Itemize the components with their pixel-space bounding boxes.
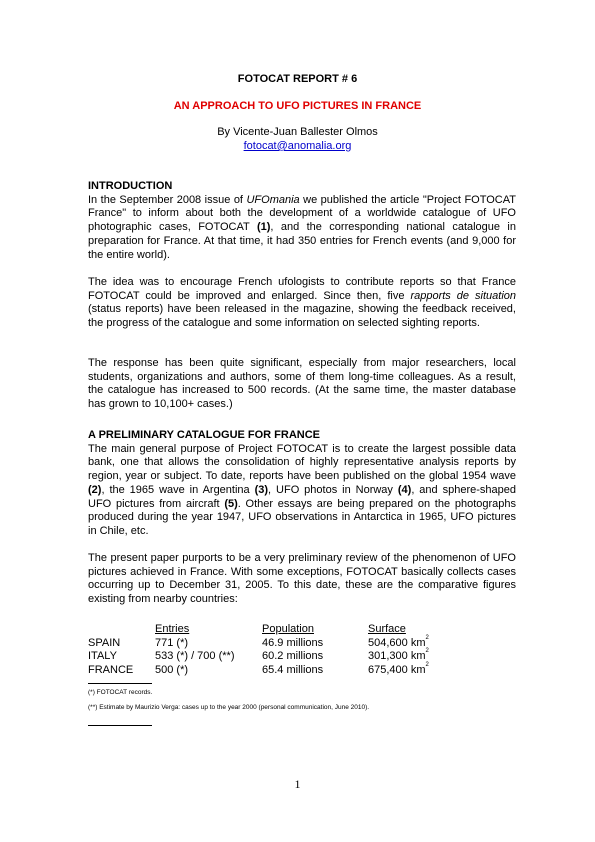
intro-section [88,180,516,262]
author-line: By Vicente-Juan Ballester Olmos [217,126,378,138]
footnote-2: (**) Estimate by Maurizio Verga: cases up to the year 2000 (personal communication, June 2010). [88,704,370,711]
prelim-paragraph-2: The present paper purports to be a very preliminary review of the phenomenon of UFO pictures achieved in France. With some exceptions, FOTOCAT basically collects cases occurring up to December 31, 2005. To this date, these are the comparative figures existing from nearby countries: [88,552,516,606]
report-subtitle: AN APPROACH TO UFO PICTURES IN FRANCE [173,100,422,112]
row-entries: 500 (*) [155,664,189,677]
row-country: FRANCE [88,664,134,677]
row-surface: 504,600 $km^2$ [368,634,429,649]
intro-paragraph-3: The response has been quite significant, especially from major researchers, local students, organizations and authors, some of them long-time colleagues. As a result, the catalogue has increased to 500 records. (At the same time, the master database has grown to 10,100+ cases.) [88,357,516,411]
report-title: FOTOCAT REPORT # 6 [237,73,358,85]
intro-heading: INTRODUCTION [88,180,173,192]
table-header-row [88,623,518,637]
intro-paragraph-1: In the September 2008 issue of UFOmania we published the article "Project FOTOCAT France" to inform about both the development of a worldwide catalogue of UFO photographic cases, FOTOCAT (1), and the corresponding national catalogue in preparation for France. At that time, it had 350 entries for French events (and 9,000 for the entire world). [88,193,516,261]
prelim-paragraph-1: The main general purpose of Project FOTOCAT is to create the largest possible data bank, one that allows the consolidation of highly representative analysis reports by region, year or subject. To date, reports have been published on the global 1954 wave (2), the 1965 wave in Argentina (3), UFO photos in Norway (4), and sphere-shaped UFO pictures from aircraft (5). Other essays are being prepared on the photographs produced during the year 1947, UFO observations in Antarctica in 1965, UFO pictures in Chile, etc. [88,442,516,537]
prelim-heading: A PRELIMINARY CATALOGUE FOR FRANCE [88,429,321,441]
row-population: 65.4 millions [262,664,324,677]
row-entries: 771 (*) [155,636,189,649]
intro-paragraph-2: The idea was to encourage French ufologists to contribute reports so that France FOTOCAT could be improved and enlarged. Since then, five rapports de situation (status reports) have been released in the magazine, showing the feedback received, the progress of the catalogue and some information on selected sighting reports. [88,276,517,330]
table-row [88,664,518,678]
footnote-divider [88,725,152,726]
row-surface: 301,300 $km^2$ [368,648,429,663]
row-country: SPAIN [88,636,121,649]
header-population: Population [262,623,314,635]
row-surface: 675,400 $km^2$ [368,662,429,677]
comparison-table [88,623,518,678]
table-row [88,634,518,651]
author-email-line [0,140,595,152]
row-population: 60.2 millions [262,650,324,663]
row-country: ITALY [88,650,117,663]
header-entries: Entries [155,623,190,635]
table-row [88,650,518,664]
email-link[interactable]: fotocat@anomalia.org [243,140,352,152]
row-entries: 533 (*) / 700 (**) [155,650,235,663]
row-population: 46.9 millions [262,636,324,649]
page-number: 1 [294,777,301,791]
header-surface: Surface [368,623,406,635]
footnote-1: (*) FOTOCAT records. [88,689,153,696]
prelim-section [88,429,516,539]
table-divider [88,683,152,684]
